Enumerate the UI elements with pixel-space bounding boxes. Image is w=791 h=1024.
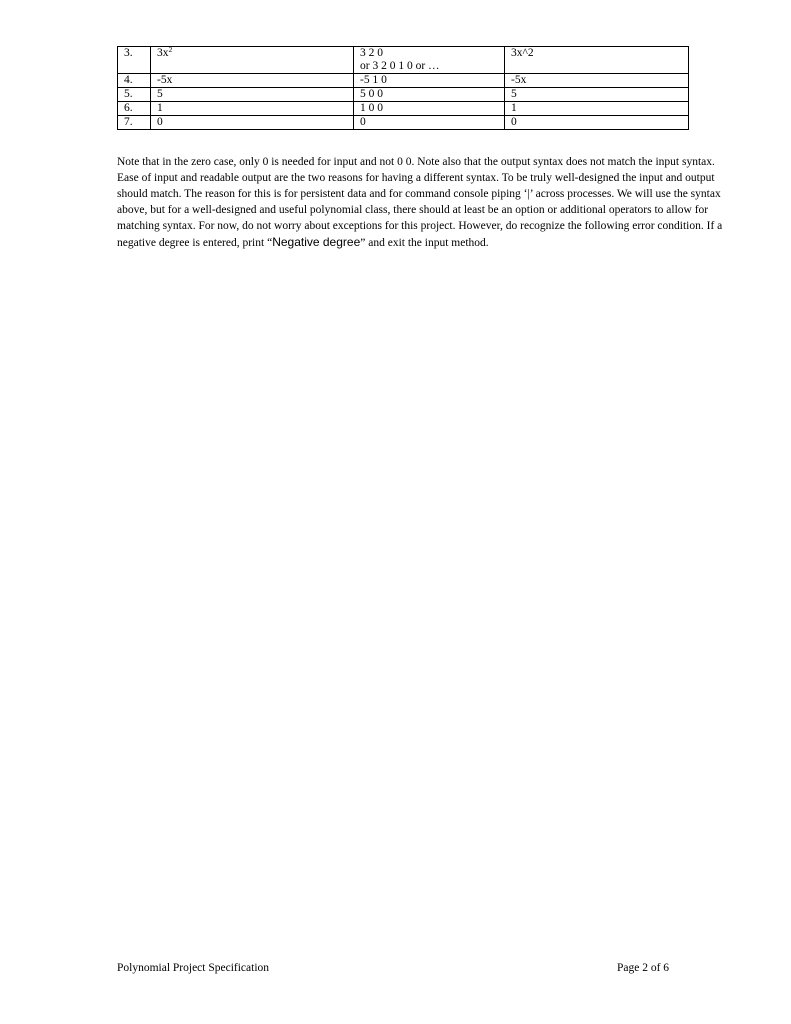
input-cell: 5 0 0 <box>354 88 505 102</box>
polynomial-cell <box>151 74 354 88</box>
input-line: or 3 2 0 1 0 or … <box>360 60 440 72</box>
input-cell: 1 0 0 <box>354 102 505 116</box>
polynomial-cell <box>151 102 354 116</box>
polynomial-term: 1 <box>157 102 163 114</box>
polynomial-term: -5x <box>157 74 173 86</box>
note-text: Note that in the zero case, only 0 is needed for input and not 0 0. Note also that the output syntax does not match the input syntax. Ease of input and readable output are the two reasons for having a different syntax. To be truly well-designed the input and output should match. The reason for this is for persistent data and for command console piping ‘|’ across processes. We will use the syntax above, but for a well-designed and useful polynomial class, there should at least be an option or additional operators to allow for matching syntax. For now, do not worry about exceptions for this project. However, do recognize the following error condition. If a negative degree is entered, print “ <box>117 156 723 249</box>
note-text-end: ” and exit the input method. <box>360 237 489 249</box>
polynomial-examples-table <box>117 46 689 130</box>
polynomial-cell <box>151 47 354 74</box>
row-number: 6. <box>118 102 151 116</box>
polynomial-cell <box>151 116 354 130</box>
polynomial-term: 3x <box>157 47 169 59</box>
polynomial-cell <box>151 88 354 102</box>
syntax-note-paragraph <box>117 154 723 251</box>
input-line: 3 2 0 <box>360 47 383 59</box>
table-row <box>118 116 689 130</box>
row-number: 4. <box>118 74 151 88</box>
input-cell: 0 <box>354 116 505 130</box>
row-number: 5. <box>118 88 151 102</box>
footer-page-number: Page 2 of 6 <box>617 962 670 974</box>
footer-document-title: Polynomial Project Specification <box>117 962 270 974</box>
polynomial-term: 5 <box>157 88 163 100</box>
polynomial-term: 0 <box>157 116 163 128</box>
table-row <box>118 47 689 74</box>
table-row <box>118 102 689 116</box>
output-cell: 0 <box>505 116 689 130</box>
output-cell: 1 <box>505 102 689 116</box>
output-cell: -5x <box>505 74 689 88</box>
input-cell <box>354 47 505 74</box>
table-body <box>118 47 689 130</box>
table-row <box>118 88 689 102</box>
row-number: 7. <box>118 116 151 130</box>
input-cell: -5 1 0 <box>354 74 505 88</box>
exponent: 2 <box>168 45 173 54</box>
output-cell: 5 <box>505 88 689 102</box>
error-message-text: Negative degree <box>272 235 361 249</box>
table-row <box>118 74 689 88</box>
row-number: 3. <box>118 47 151 74</box>
output-cell: 3x^2 <box>505 47 689 74</box>
